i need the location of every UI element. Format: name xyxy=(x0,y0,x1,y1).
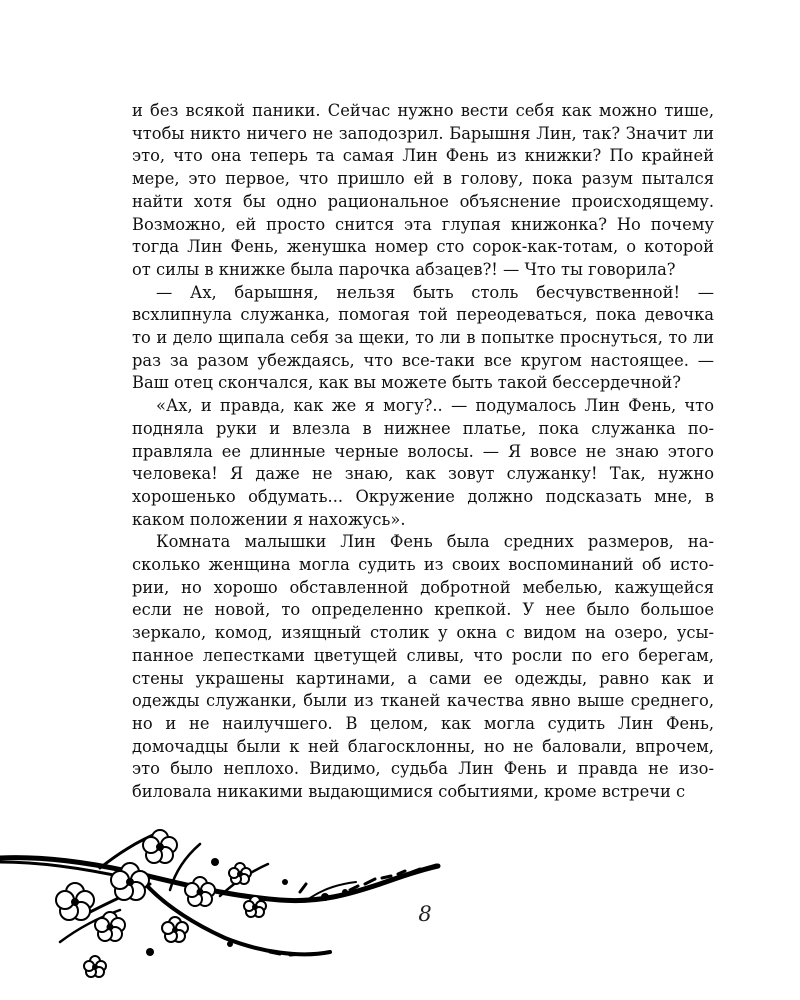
paragraph-1: и без всякой паники. Сейчас нужно вести себя как можно тише, чтобы никто ничего не заподозрил. Барышня Лин, так? Значит ли это, что она теперь та самая Лин Фень из книжки? По крайней мере, это первое, что пришло ей в голову, пока разум пытался найти хотя бы одно рациональное объяснение происходящему. Возможно, ей просто снится эта глупая книжонка? Но почему тогда Лин Фень, женушка номер сто сорок-как-тотам, о которой от силы в книжке была парочка абзацев?! — Что ты говорила? xyxy=(132,101,714,279)
paragraph-2: — Ах, барышня, нельзя быть столь бесчувственной! — всхлипнула служанка, помогая той переодеваться, пока девочка то и дело щипала себя за щеки, то ли в попытке проснуться, то ли раз за разом убеждаясь, что все-таки все кругом настоящее. — Ваш отец скончался, как вы можете быть такой бессердечной? xyxy=(132,282,714,393)
body-text xyxy=(132,100,714,804)
plum-blossom-branch-icon xyxy=(0,812,800,1000)
paragraph-4: Комната малышки Лин Фень была средних размеров, насколько женщина могла судить из своих воспоминаний об истории, но хорошо обставленной добротной мебелью, кажущейся если не новой, то определенно крепкой. У нее было большое зеркало, комод, изящный столик у окна с видом на озеро, усыпанное лепестками цветущей сливы, что росли по его берегам, стены украшены картинами, а сами ее одежды, равно как и одежды служанки, были из тканей качества явно выше среднего, но и не наилучшего. В целом, как могла судить Лин Фень, домочадцы были к ней благосклонны, но не баловали, впрочем, это было неплохо. Видимо, судьба Лин Фень и правда не изобиловала никакими выдающимися событиями, кроме встречи с xyxy=(132,532,714,802)
page-number: 8 xyxy=(418,902,432,926)
paragraph-3: «Ах, и правда, как же я могу?.. — подумалось Лин Фень, что подняла руки и влезла в нижнее платье, пока служанка поправляла ее длинные черные волосы. — Я вовсе не знаю этого человека! Я даже не знаю, как зовут служанку! Так, нужно хорошенько обдумать... Окружение должно подсказать мне, в каком положении я нахожусь». xyxy=(132,396,714,529)
